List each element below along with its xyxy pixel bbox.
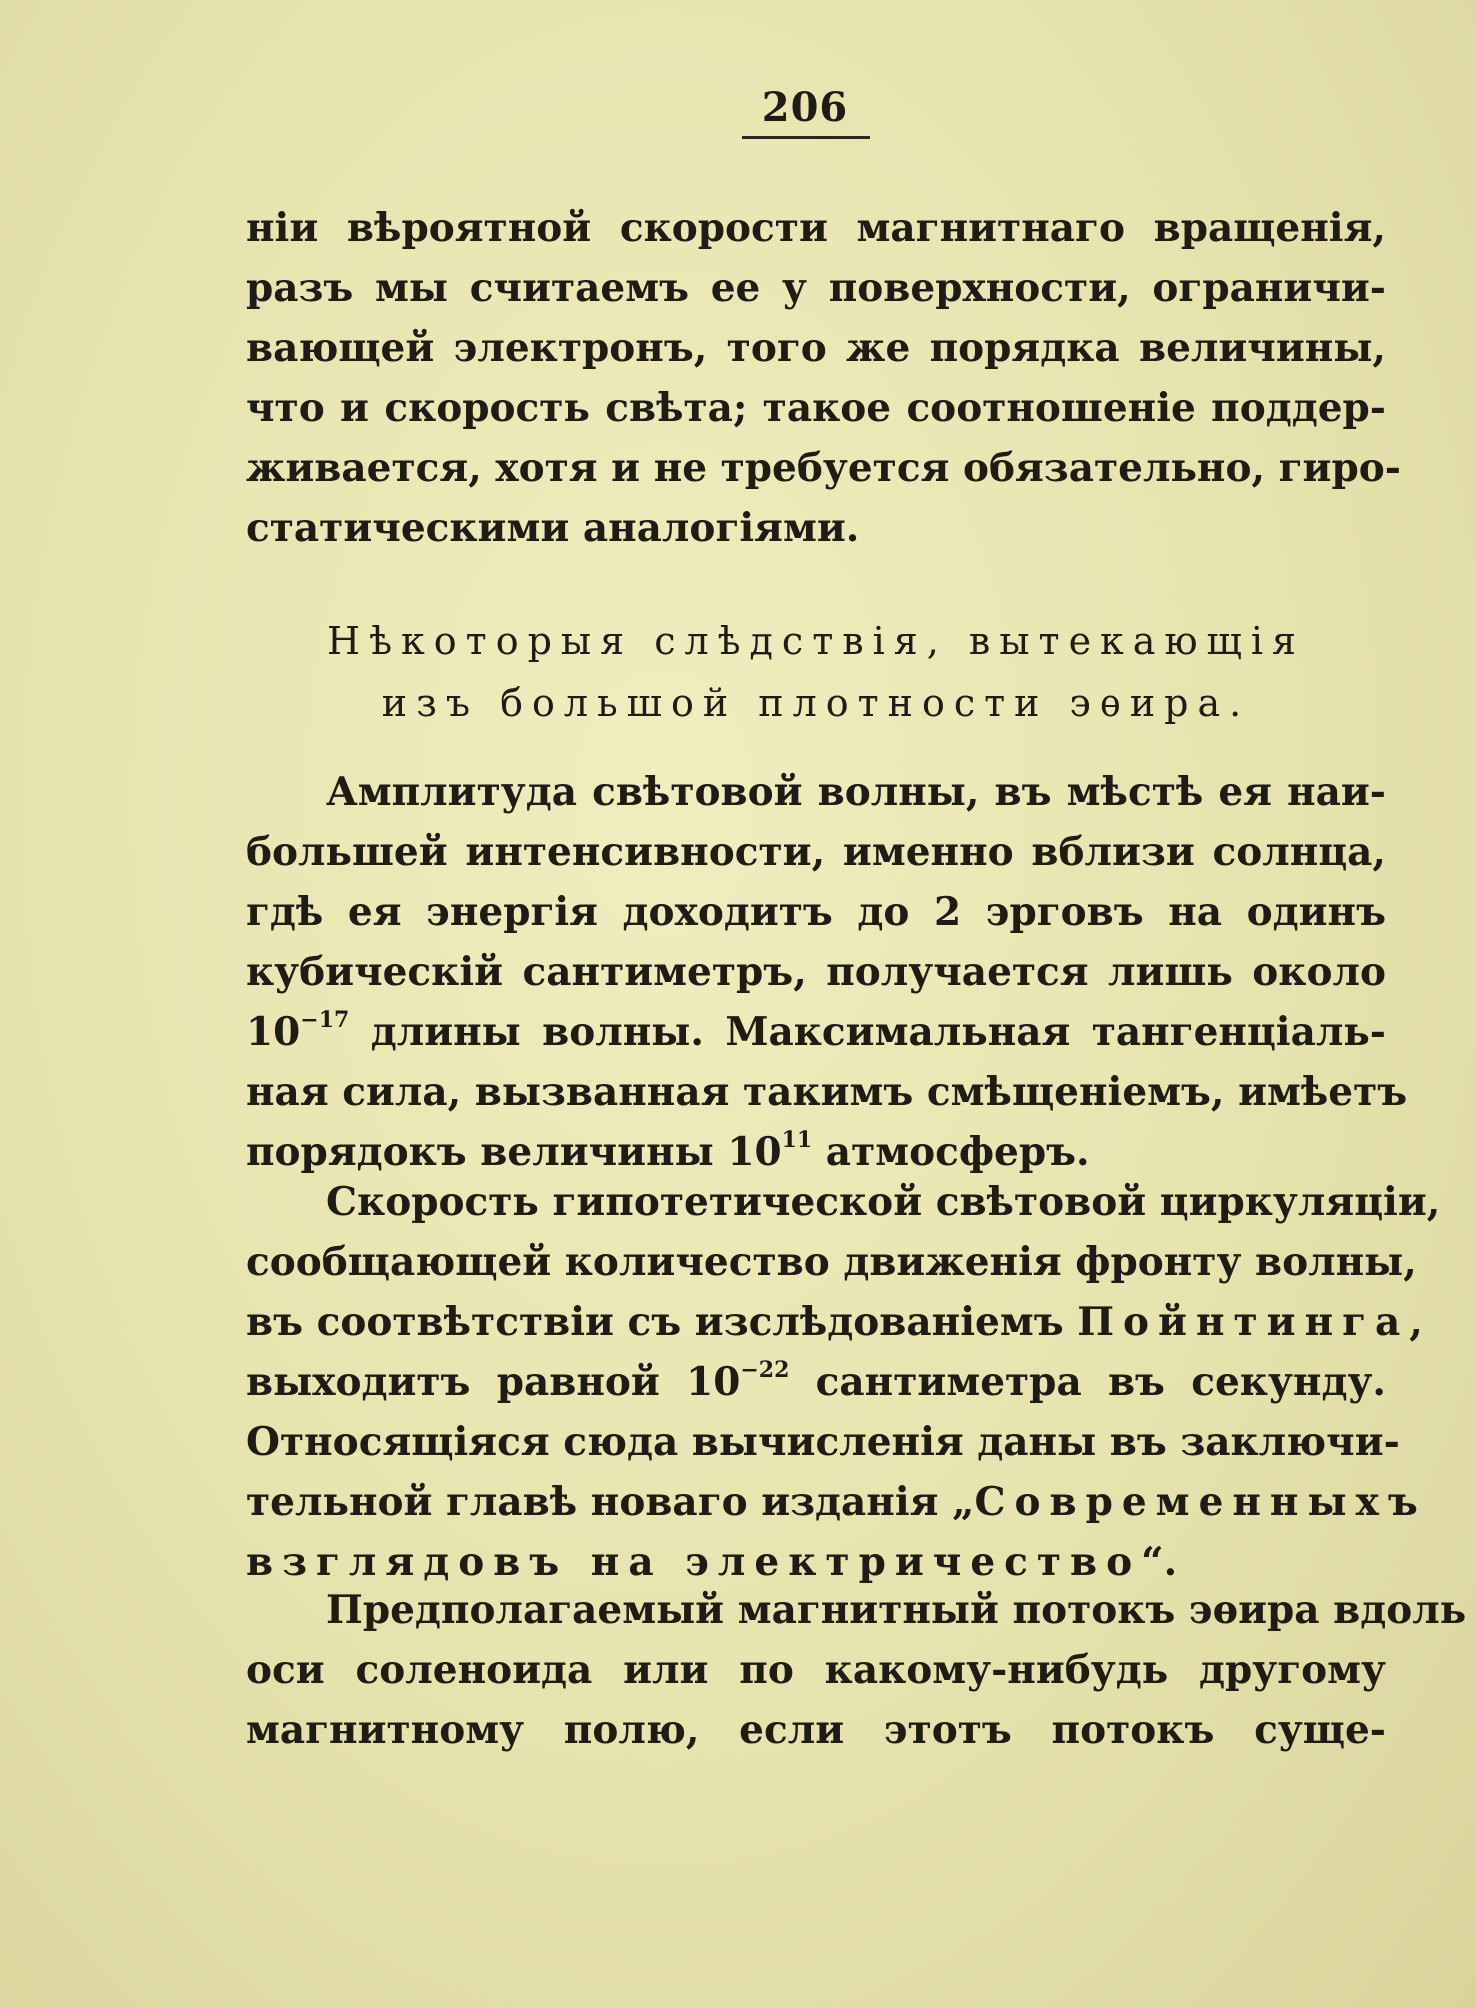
text-fragment: “. <box>1141 1539 1178 1585</box>
text-line: сообщающей количество движенія фронту волны, <box>246 1239 1417 1285</box>
heading-line: Нѣкоторыя слѣдствія, вытекающія <box>326 619 1305 663</box>
book-title-part: Современныхъ <box>974 1479 1427 1525</box>
book-title-part: взглядовъ на электричество <box>246 1539 1142 1585</box>
text-line <box>246 1352 1386 1412</box>
paragraph-amplitude <box>246 762 1408 1182</box>
text-fragment: въ соотвѣтствіи съ изслѣдованіемъ <box>246 1299 1078 1345</box>
text-fragment: атмосферъ. <box>812 1129 1090 1175</box>
text-line <box>246 1292 1432 1352</box>
text-line: ніи вѣроятной скорости магнитнаго вращенія, <box>246 205 1386 251</box>
text-line: кубическій сантиметръ, получается лишь около <box>246 949 1386 995</box>
text-line: Скорость гипотетической свѣтовой циркуляціи, <box>326 1179 1441 1225</box>
author-name: Пойнтинга, <box>1077 1299 1432 1345</box>
text-fragment: сантиметра въ секунду. <box>789 1359 1386 1405</box>
text-line: что и скорость свѣта; такое соотношеніе поддер- <box>246 385 1386 431</box>
paragraph-continuation <box>246 198 1401 558</box>
text-line: большей интенсивности, именно вблизи солнца, <box>246 829 1386 875</box>
exponent: 11 <box>781 1127 813 1153</box>
page-number-rule <box>742 136 870 139</box>
page-number: 206 <box>761 84 849 131</box>
paragraph-magnetic-flux <box>246 1580 1467 1760</box>
text-line: статическими аналогіями. <box>246 505 860 551</box>
text-fragment: порядокъ величины 10 <box>246 1129 782 1175</box>
heading-line: изъ большой плотности эѳира. <box>381 681 1251 725</box>
exponent: −17 <box>300 1007 350 1033</box>
text-line: вающей электронъ, того же порядка величины, <box>246 325 1386 371</box>
text-line: гдѣ ея энергія доходитъ до 2 эрговъ на одинъ <box>246 889 1386 935</box>
text-fragment: выходитъ равной 10 <box>246 1359 741 1405</box>
exponent: −22 <box>740 1357 790 1383</box>
paragraph-circulation <box>246 1172 1441 1592</box>
text-line: разъ мы считаемъ ее у поверхности, ограничи- <box>246 265 1386 311</box>
text-line: магнитному полю, если этотъ потокъ суще- <box>246 1707 1386 1753</box>
text-line: ная сила, вызванная такимъ смѣщеніемъ, имѣетъ <box>246 1069 1408 1115</box>
text-line: оси соленоида или по какому-нибудь другому <box>246 1647 1386 1693</box>
text-line: живается, хотя и не требуется обязательно, гиро- <box>246 445 1401 491</box>
text-line: Предполагаемый магнитный потокъ эѳира вдоль <box>326 1587 1467 1633</box>
number-base: 10 <box>246 1009 301 1055</box>
text-fragment: длины волны. Максимальная тангенціаль- <box>349 1009 1386 1055</box>
text-line <box>246 1472 1427 1532</box>
text-line <box>246 1002 1386 1062</box>
section-heading <box>246 610 1386 734</box>
text-line: Амплитуда свѣтовой волны, въ мѣстѣ ея наи- <box>326 769 1386 815</box>
text-line: Относящіяся сюда вычисленія даны въ заключи- <box>246 1419 1400 1465</box>
text-fragment: тельной главѣ новаго изданія „ <box>246 1479 975 1525</box>
